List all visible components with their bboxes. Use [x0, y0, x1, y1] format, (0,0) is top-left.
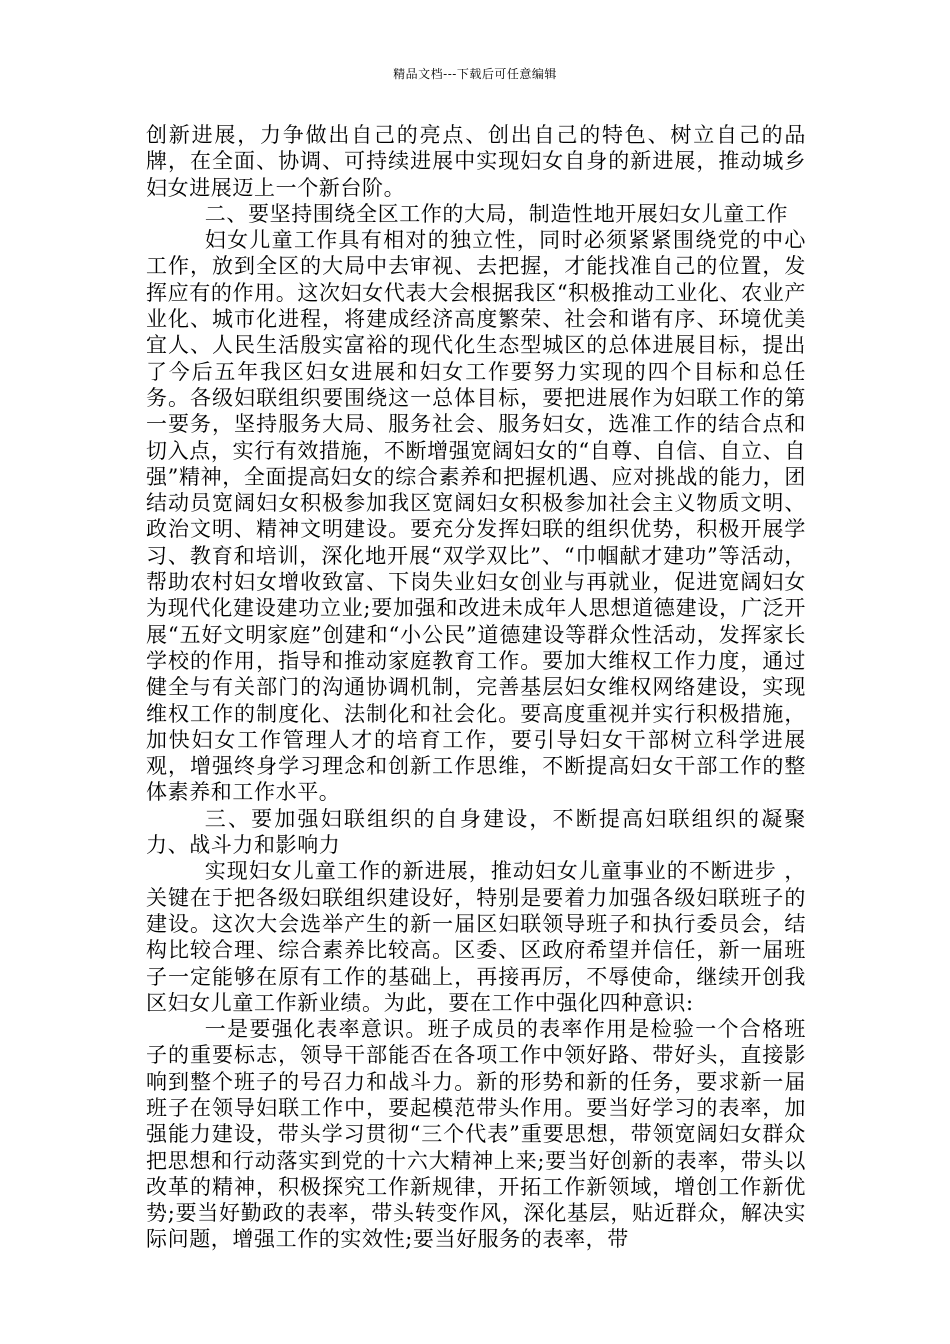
paragraph: 一是要强化表率意识。班子成员的表率作用是检验一个合格班子的重要标志，领导干部能否在各项工作中领好路、带好头，直接影响到整个班子的号召力和战斗力。新的形势和新的任务，要求新一届班子在领导妇联工作中，要起模范带头作用。要当好学习的表率，加强能力建设，带头学习贯彻“三个代表”重要思想，带领宽阔妇女群众把思想和行动落实到党的十六大精神上来;要当好创新的表率，带头以改革的精神，积极探究工作新规律，开拓工作新领域，增创工作新优势;要当好勤政的表率，带头转变作风，深化基层，贴近群众，解决实际问题，增强工作的实效性;要当好服务的表率，带: [146, 1017, 806, 1252]
page-header: 精品文档---下载后可任意编辑: [393, 67, 557, 81]
document-body: [146, 122, 806, 1253]
section-heading-3: 三、要加强妇联组织的自身建设，不断提高妇联组织的凝聚力、战斗力和影响力: [146, 806, 806, 858]
section-heading-2: 二、要坚持围绕全区工作的大局，制造性地开展妇女儿童工作: [204, 201, 788, 226]
paragraph: 实现妇女儿童工作的新进展，推动妇女儿童事业的不断进步 ，关键在于把各级妇联组织建设好，特别是要着力加强各级妇联班子的建设。这次大会选举产生的新一届区妇联领导班子和执行委员会，结构比较合理、综合素养比较高。区委、区政府希望并信任，新一届班子一定能够在原有工作的基础上，再接再厉，不辱使命，继续开创我区妇女儿童工作新业绩。为此，要在工作中强化四种意识:: [146, 859, 806, 1015]
paragraph: 妇女儿童工作具有相对的独立性，同时必须紧紧围绕党的中心工作，放到全区的大局中去审视、去把握，才能找准自己的位置，发挥应有的作用。这次妇女代表大会根据我区“积极推动工业化、农业产业化、城市化进程，将建成经济高度繁荣、社会和谐有序、环境优美宜人、人民生活殷实富裕的现代化生态型城区的总体进展目标，提出了今后五年我区妇女进展和妇女工作要努力实现的四个目标和总任务。各级妇联组织要围绕这一总体目标，要把进展作为妇联工作的第一要务，坚持服务大局、服务社会、服务妇女，选准工作的结合点和切入点，实行有效措施，不断增强宽阔妇女的“自尊、自信、自立、自强”精神，全面提高妇女的综合素养和把握机遇、应对挑战的能力，团结动员宽阔妇女积极参加我区宽阔妇女积极参加社会主义物质文明、政治文明、精神文明建设。要充分发挥妇联的组织优势，积极开展学习、教育和培训，深化地开展“双学双比”、“巾帼献才建功”等活动，帮助农村妇女增收致富、下岗失业妇女创业与再就业，促进宽阔妇女为现代化建设建功立业;要加强和改进未成年人思想道德建设，广泛开展“五好文明家庭”创建和“小公民”道德建设等群众性活动，发挥家长学校的作用，指导和推动家庭教育工作。要加大维权工作力度，通过健全与有关部门的沟通协调机制，完善基层妇女维权网络建设，实现维权工作的制度化、法制化和社会化。要高度重视并实行积极措施，加快妇女工作管理人才的培育工作，要引导妇女干部树立科学进展观，增强终身学习理念和创新工作思维，不断提高妇女干部工作的整体素养和工作水平。: [146, 228, 806, 805]
paragraph-continuation: 创新进展，力争做出自己的亮点、创出自己的特色、树立自己的品牌，在全面、协调、可持续进展中实现妇女自身的新进展，推动城乡妇女进展迈上一个新台阶。: [146, 123, 806, 200]
